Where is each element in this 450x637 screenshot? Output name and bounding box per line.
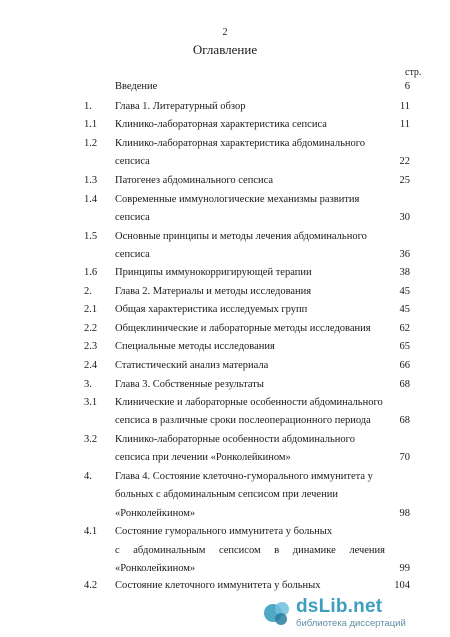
toc-entry-text: Глава 4. Состояние клеточно-гуморального иммунитета у xyxy=(115,471,373,482)
toc-entry xyxy=(0,211,450,225)
toc-entry-text: Клинические и лабораторные особенности абдоминального xyxy=(115,397,383,408)
toc-entry-text: Глава 2. Материалы и методы исследования xyxy=(115,286,312,297)
toc-entry-number: 1.4 xyxy=(84,194,98,205)
toc-entry xyxy=(0,488,450,502)
toc-entry-number: 3. xyxy=(84,379,92,390)
toc-entry-page: 22 xyxy=(399,156,410,167)
toc-entry xyxy=(0,396,450,410)
toc-entry-text: Клинико-лабораторная характеристика абдоминального xyxy=(115,138,366,149)
toc-entry xyxy=(0,118,450,132)
toc-entry-page: 68 xyxy=(399,415,410,426)
toc-entry-page: 38 xyxy=(399,267,410,278)
toc-entry xyxy=(0,562,450,576)
toc-entry-text: сепсиса xyxy=(115,249,150,260)
toc-entry-text: Современные иммунологические механизмы развития xyxy=(115,194,360,205)
toc-entry-page: 98 xyxy=(399,508,410,519)
toc-entry xyxy=(0,359,450,373)
toc-entry xyxy=(0,230,450,244)
toc-entry xyxy=(0,155,450,169)
toc-entry-number: 3.1 xyxy=(84,397,98,408)
toc-entry xyxy=(0,266,450,280)
toc-entry-text: Клинико-лабораторная характеристика сепсиса xyxy=(115,119,327,130)
toc-entry xyxy=(0,451,450,465)
toc-entry-text: Патогенез абдоминального сепсиса xyxy=(115,175,274,186)
toc-entry-number: 1.2 xyxy=(84,138,98,149)
watermark-brand: dsLib.net xyxy=(296,596,383,617)
toc-entry-text: сепсиса xyxy=(115,156,150,167)
toc-entry-text: Глава 1. Литературный обзор xyxy=(115,101,246,112)
toc-entry xyxy=(0,303,450,317)
toc-entry xyxy=(0,433,450,447)
toc-entry xyxy=(0,322,450,336)
toc-entry-page: 25 xyxy=(399,175,410,186)
toc-entry-text: Состояние гуморального иммунитета у больных xyxy=(115,526,333,537)
toc-entry-number: 2.4 xyxy=(84,360,98,371)
toc-entry-text: Общеклинические и лабораторные методы исследования xyxy=(115,323,371,334)
toc-entry-number: 4. xyxy=(84,471,92,482)
toc-entry-number: 3.2 xyxy=(84,434,98,445)
toc-entry-number: 2.3 xyxy=(84,341,98,352)
toc-entry-number: 1.5 xyxy=(84,231,98,242)
toc-entry xyxy=(0,80,450,94)
toc-entry xyxy=(0,470,450,484)
toc-entry-page: 70 xyxy=(399,452,410,463)
toc-entry-page: 104 xyxy=(394,580,410,591)
toc-entry xyxy=(0,174,450,188)
toc-entry-number: 4.2 xyxy=(84,580,98,591)
toc-entry xyxy=(0,340,450,354)
toc-entry xyxy=(0,378,450,392)
toc-entry-page: 45 xyxy=(399,304,410,315)
toc-entry-text: Общая характеристика исследуемых групп xyxy=(115,304,308,315)
toc-entry-text: Состояние клеточного иммунитета у больных xyxy=(115,580,321,591)
toc-entry-text: Клинико-лабораторные особенности абдоминального xyxy=(115,434,355,445)
toc-entry xyxy=(0,137,450,151)
toc-entry-text: сепсиса в различные сроки послеоперационного периода xyxy=(115,415,371,426)
toc-entry-number: 1. xyxy=(84,101,92,112)
toc-entry-number: 1.1 xyxy=(84,119,98,130)
toc-entry-text: Глава 3. Собственные результаты xyxy=(115,379,264,390)
toc-entry-number: 1.3 xyxy=(84,175,98,186)
dslib-logo-icon xyxy=(262,598,292,628)
toc-entry-page: 66 xyxy=(399,360,410,371)
toc-entry-page: 65 xyxy=(399,341,410,352)
toc-entry-text: Введение xyxy=(115,81,158,92)
toc-entry-text: Принципы иммунокорригирующей терапии xyxy=(115,267,312,278)
toc-entry xyxy=(0,544,450,558)
toc-entry-number: 2.1 xyxy=(84,304,98,315)
toc-entry-number: 4.1 xyxy=(84,526,98,537)
toc-entry-text: Основные принципы и методы лечения абдоминального xyxy=(115,231,367,242)
toc-entry-page: 6 xyxy=(404,81,410,92)
toc-entry-text: «Ронколейкином» xyxy=(115,563,196,574)
toc-entry-text: сепсиса xyxy=(115,212,150,223)
toc-entry-text: с абдоминальным сепсисом в динамике лечения xyxy=(115,545,385,556)
page-number: 2 xyxy=(222,27,228,38)
page-column-header: стр. xyxy=(405,67,422,78)
toc-entry xyxy=(0,579,450,593)
toc-entry-page: 45 xyxy=(399,286,410,297)
toc-entry-page: 68 xyxy=(399,379,410,390)
toc-entry-number: 2.2 xyxy=(84,323,98,334)
toc-entry-text: больных с абдоминальным сепсисом при лечении xyxy=(115,489,338,500)
toc-entry xyxy=(0,100,450,114)
toc-entry xyxy=(0,193,450,207)
watermark xyxy=(262,596,442,630)
toc-entry-page: 11 xyxy=(399,119,410,130)
toc-entry xyxy=(0,414,450,428)
toc-entry xyxy=(0,507,450,521)
toc-entry xyxy=(0,525,450,539)
toc-entry-number: 1.6 xyxy=(84,267,98,278)
toc-entry-page: 99 xyxy=(399,563,410,574)
toc-entry-page: 36 xyxy=(399,249,410,260)
toc-entry-text: Специальные методы исследования xyxy=(115,341,275,352)
toc-entry-page: 30 xyxy=(399,212,410,223)
toc-entry-number: 2. xyxy=(84,286,92,297)
toc-entry-page: 62 xyxy=(399,323,410,334)
toc-entry-text: «Ронколейкином» xyxy=(115,508,196,519)
watermark-subtitle: библиотека диссертаций xyxy=(296,618,406,629)
toc-entry xyxy=(0,285,450,299)
toc-entry-page: 11 xyxy=(399,101,410,112)
toc-entry-text: Статистический анализ материала xyxy=(115,360,269,371)
toc-entry xyxy=(0,248,450,262)
toc-entry-text: сепсиса при лечении «Ронколейкином» xyxy=(115,452,291,463)
page-title: Оглавление xyxy=(192,42,258,57)
